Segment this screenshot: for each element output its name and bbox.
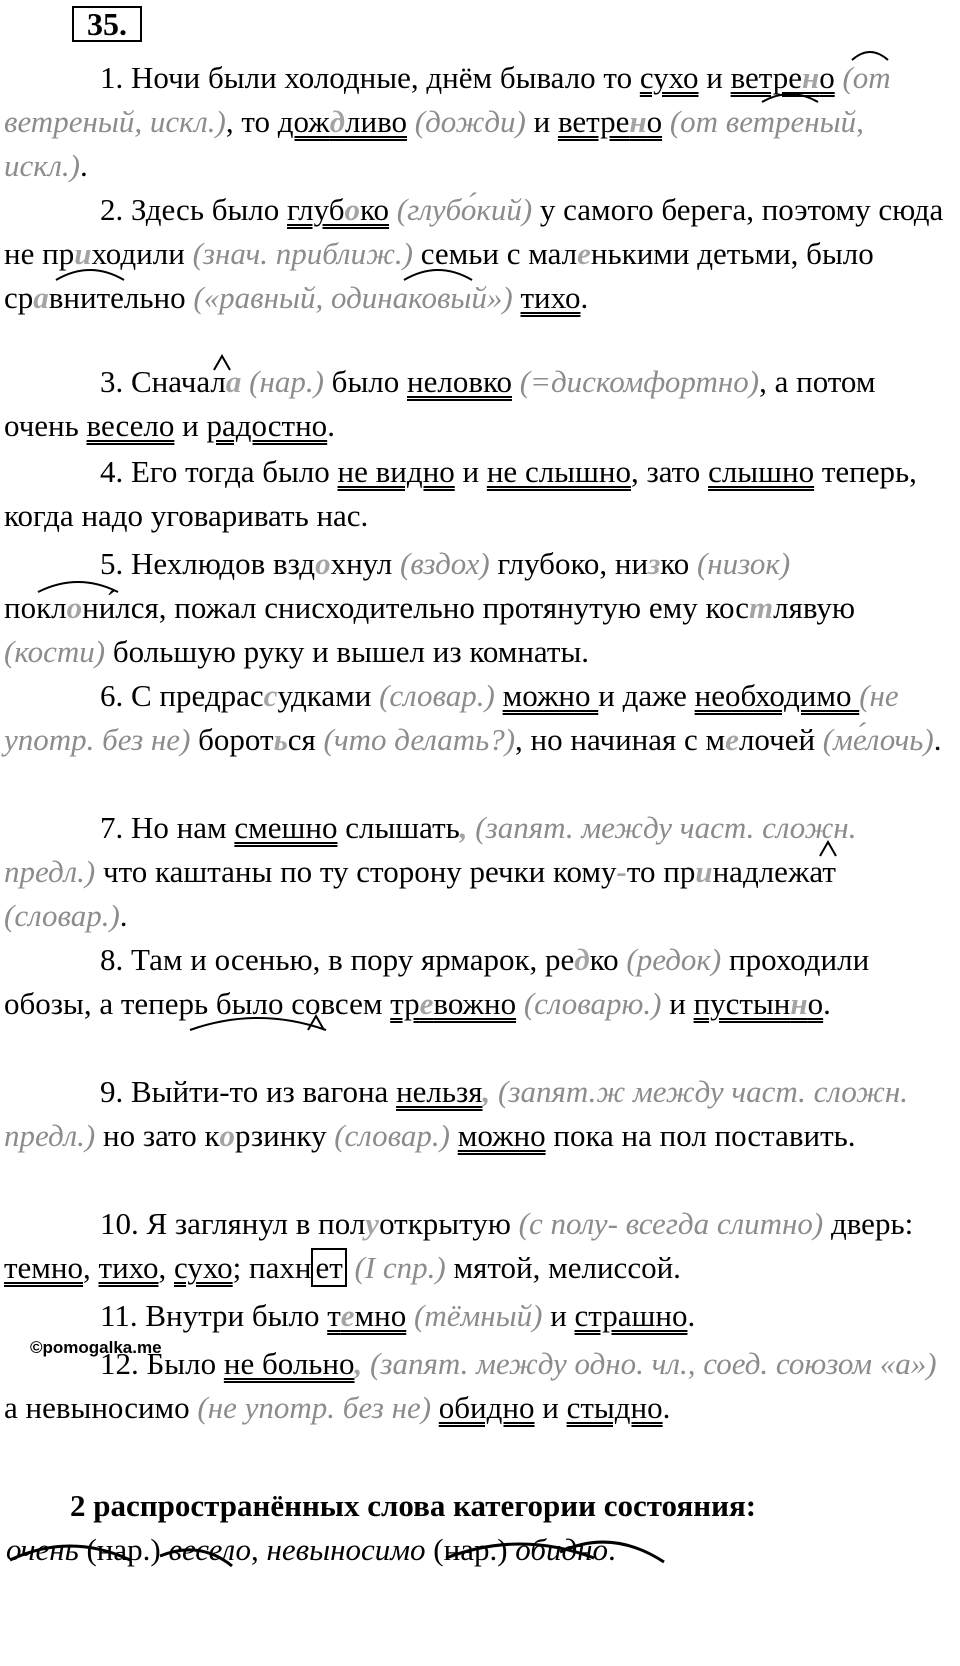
word-predicative: темно	[327, 1298, 407, 1333]
hint: (от ветреный, искл.)	[4, 60, 891, 139]
word-predicative: можно	[502, 678, 599, 713]
word-predicative: темно	[4, 1250, 84, 1285]
hint: (знач. приближ.)	[184, 236, 413, 271]
hint: (запят.ж между част. сложн. предл.)	[4, 1074, 909, 1153]
hint: («равный, одинаковый»)	[185, 280, 513, 315]
word-predicative: тихо	[98, 1250, 159, 1285]
hint: (вздох)	[392, 546, 490, 581]
word-predicative: сухо	[173, 1250, 233, 1285]
hint: (запят. между част. сложн. предл.)	[4, 810, 857, 889]
summary-word: весело	[168, 1532, 252, 1567]
hint: (словар.)	[371, 678, 495, 713]
word-predicative: обидно	[438, 1390, 535, 1425]
sentence-8: 8. Там и осенью, в пору ярмарок, редко (редок) проходили обозы, а теперь было совсем тревожно (словарю.) и пустынно.	[4, 942, 870, 1021]
word-predicative: пустынно	[693, 986, 824, 1021]
word-predicative: тихо	[520, 280, 581, 315]
watermark: ©pomogalka.me	[30, 1338, 162, 1357]
word-predicative: сухо	[639, 60, 699, 95]
word-predicative: смешно	[234, 810, 338, 845]
hint: (=дискомфортно)	[511, 364, 760, 399]
word-predicative: дождливо	[277, 104, 408, 139]
hint: (с полу- всегда слитно)	[510, 1206, 824, 1241]
hint: (нар.)	[241, 364, 324, 399]
sentence-6: 6. С предрассудками (словар.) можно и даже необходимо (не употр. без не) бороться (что делать?), но начиная с мелочей (ме́лочь).	[4, 678, 942, 757]
hint: (не употр. без не)	[4, 678, 899, 757]
hint: (от ветреный, искл.)	[4, 104, 864, 183]
hint: (запят. между одно. чл., соед. союзом «а»)	[362, 1346, 937, 1381]
word-predicative: стыдно	[566, 1390, 663, 1425]
word-predicative: радостно	[206, 408, 328, 443]
hint: (глубо́кий)	[389, 192, 533, 227]
word-predicative: не видно	[337, 454, 455, 489]
word-predicative: необходимо	[694, 678, 860, 713]
sentence-2: 2. Здесь было глубоко (глубо́кий) у самого берега, поэтому сюда не приходили (знач. приближ.) семьи с маленькими детьми, было сравнительно («равный, одинаковый») тихо.	[4, 192, 944, 315]
hint: (что делать?)	[315, 722, 516, 757]
summary-word: невыносимо	[266, 1532, 426, 1567]
ending-box: ет	[311, 1248, 346, 1287]
sentence-1: 1. Ночи были холодные, днём бывало то сухо и ветрено (от ветреный, искл.), то дождливо (дожди) и ветрено (от ветреный, искл.).	[4, 60, 891, 183]
word-predicative: не больно	[223, 1346, 355, 1381]
sentence-3: 3. Сначала (нар.) было неловко (=дискомфортно), а потом очень весело и радостно.	[4, 364, 876, 443]
word-predicative: нельзя	[396, 1074, 483, 1109]
hint: (кости)	[4, 634, 106, 669]
word-predicative: глубоко	[287, 192, 390, 227]
sentence-7: 7. Но нам смешно слышать, (запят. между част. сложн. предл.) что каштаны по ту сторону речки кому-то принадлежат (словар.).	[4, 810, 857, 933]
sentence-5: 5. Нехлюдов вздохнул (вздох) глубоко, низко (низок) поклони́лся, пожал снисходительно протянутую ему костлявую (кости) большую руку и вышел из комнаты.	[4, 546, 856, 669]
word-predicative: страшно	[574, 1298, 688, 1333]
hint: (не употр. без не)	[189, 1390, 432, 1425]
hint: (низок)	[689, 546, 791, 581]
sentence-9: 9. Выйти-то из вагона нельзя, (запят.ж между част. сложн. предл.) но зато корзинку (словар.) можно пока на пол поставить.	[4, 1074, 909, 1153]
word-predicative: ветрено	[557, 104, 663, 139]
word-predicative: весело	[86, 408, 175, 443]
word-predicative: ветрено	[730, 60, 835, 95]
hint: (словар.)	[326, 1118, 450, 1153]
hint: (тёмный)	[406, 1298, 543, 1333]
hint: (словарю.)	[516, 986, 662, 1021]
hint: (дожди)	[407, 104, 526, 139]
hint: (ме́лочь)	[815, 722, 934, 757]
sentence-10: 10. Я заглянул в полуоткрытую (с полу- всегда слитно) дверь: темно, тихо, сухо; пахн ет (I спр.) мятой, мелиссой.	[4, 1206, 914, 1285]
word-predicative: не слышно	[486, 454, 631, 489]
word-predicative: можно	[457, 1118, 546, 1153]
word-predicative: неловко	[407, 364, 512, 399]
hint: (I спр.)	[346, 1250, 446, 1285]
word-predicative: тревожно	[390, 986, 517, 1021]
word-predicative: слышно	[708, 454, 815, 489]
summary-word: очень	[6, 1532, 79, 1567]
sentence-12: 12. Было не больно, (запят. между одно. чл., соед. союзом «а») а невыносимо (не употр. без не) обидно и стыдно.	[4, 1346, 937, 1425]
exercise-number: 35.	[72, 6, 142, 42]
hint: (словар.)	[4, 898, 120, 933]
summary-word: обидно	[515, 1532, 609, 1567]
hint: (редок)	[618, 942, 722, 977]
summary-title: 2 распространённых слова категории состояния:	[70, 1488, 757, 1523]
summary-line: очень (нар.) весело, невыносимо (нар.) обидно.	[6, 1532, 616, 1567]
sentence-11: 11. Внутри было темно (тёмный) и страшно.	[100, 1298, 696, 1333]
sentence-4: 4. Его тогда было не видно и не слышно, зато слышно теперь, когда надо уговаривать нас.	[4, 454, 917, 533]
